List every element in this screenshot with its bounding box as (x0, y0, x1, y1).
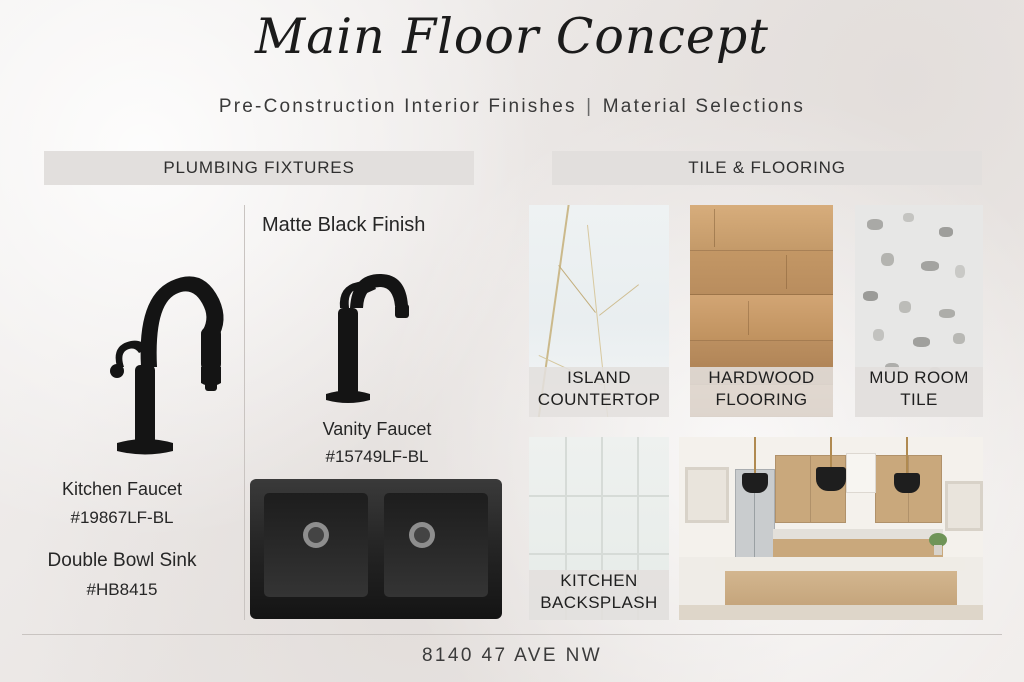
swatch-mud-caption-line1: MUD ROOM (869, 368, 969, 387)
swatch-backsplash-caption (529, 570, 669, 620)
vertical-divider (244, 205, 245, 620)
footer-divider (22, 634, 1002, 635)
swatch-kitchen-backsplash (529, 437, 669, 620)
vanity-faucet-image (300, 248, 440, 408)
subtitle-separator: | (586, 96, 594, 117)
swatch-mud-caption-line2: TILE (900, 390, 938, 409)
swatch-hardwood-caption-line2: FLOORING (715, 390, 808, 409)
swatch-island-caption-line2: COUNTERTOP (537, 390, 661, 409)
kitchen-faucet-name: Kitchen Faucet (61, 479, 183, 499)
swatch-island-countertop (529, 205, 669, 417)
swatch-hardwood-caption (690, 367, 833, 417)
swatch-island-caption (529, 367, 669, 417)
swatch-backsplash-caption-line2: BACKSPLASH (540, 593, 658, 612)
swatch-backsplash-caption-line1: KITCHEN (560, 571, 638, 590)
swatch-island-caption-line1: ISLAND (567, 368, 631, 387)
sink-sku: #HB8415 (86, 580, 158, 599)
vanity-faucet-sku: #15749LF-BL (325, 447, 429, 466)
swatch-hardwood-flooring (690, 205, 833, 417)
finish-label: Matte Black Finish (262, 214, 426, 236)
section-banner-plumbing: PLUMBING FIXTURES (44, 151, 474, 185)
swatch-mud-room-tile (855, 205, 983, 417)
subtitle-left: Pre-Construction Interior Finishes (218, 96, 577, 117)
subtitle-right: Material Selections (602, 96, 806, 117)
kitchen-faucet-sku: #19867LF-BL (70, 508, 174, 527)
page-title: Main Floor Concept (255, 8, 769, 65)
section-banner-tile: TILE & FLOORING (552, 151, 982, 185)
footer-address: 8140 47 AVE NW (421, 645, 603, 666)
page-subtitle (0, 96, 1024, 118)
sink-name: Double Bowl Sink (47, 550, 197, 571)
double-bowl-sink-image (250, 479, 502, 619)
vanity-faucet-name: Vanity Faucet (322, 419, 432, 439)
kitchen-faucet-image (55, 215, 235, 465)
kitchen-render-image (679, 437, 983, 620)
swatch-kitchen-render (679, 437, 983, 620)
swatch-mud-caption (855, 367, 983, 417)
swatch-hardwood-caption-line1: HARDWOOD (708, 368, 815, 387)
